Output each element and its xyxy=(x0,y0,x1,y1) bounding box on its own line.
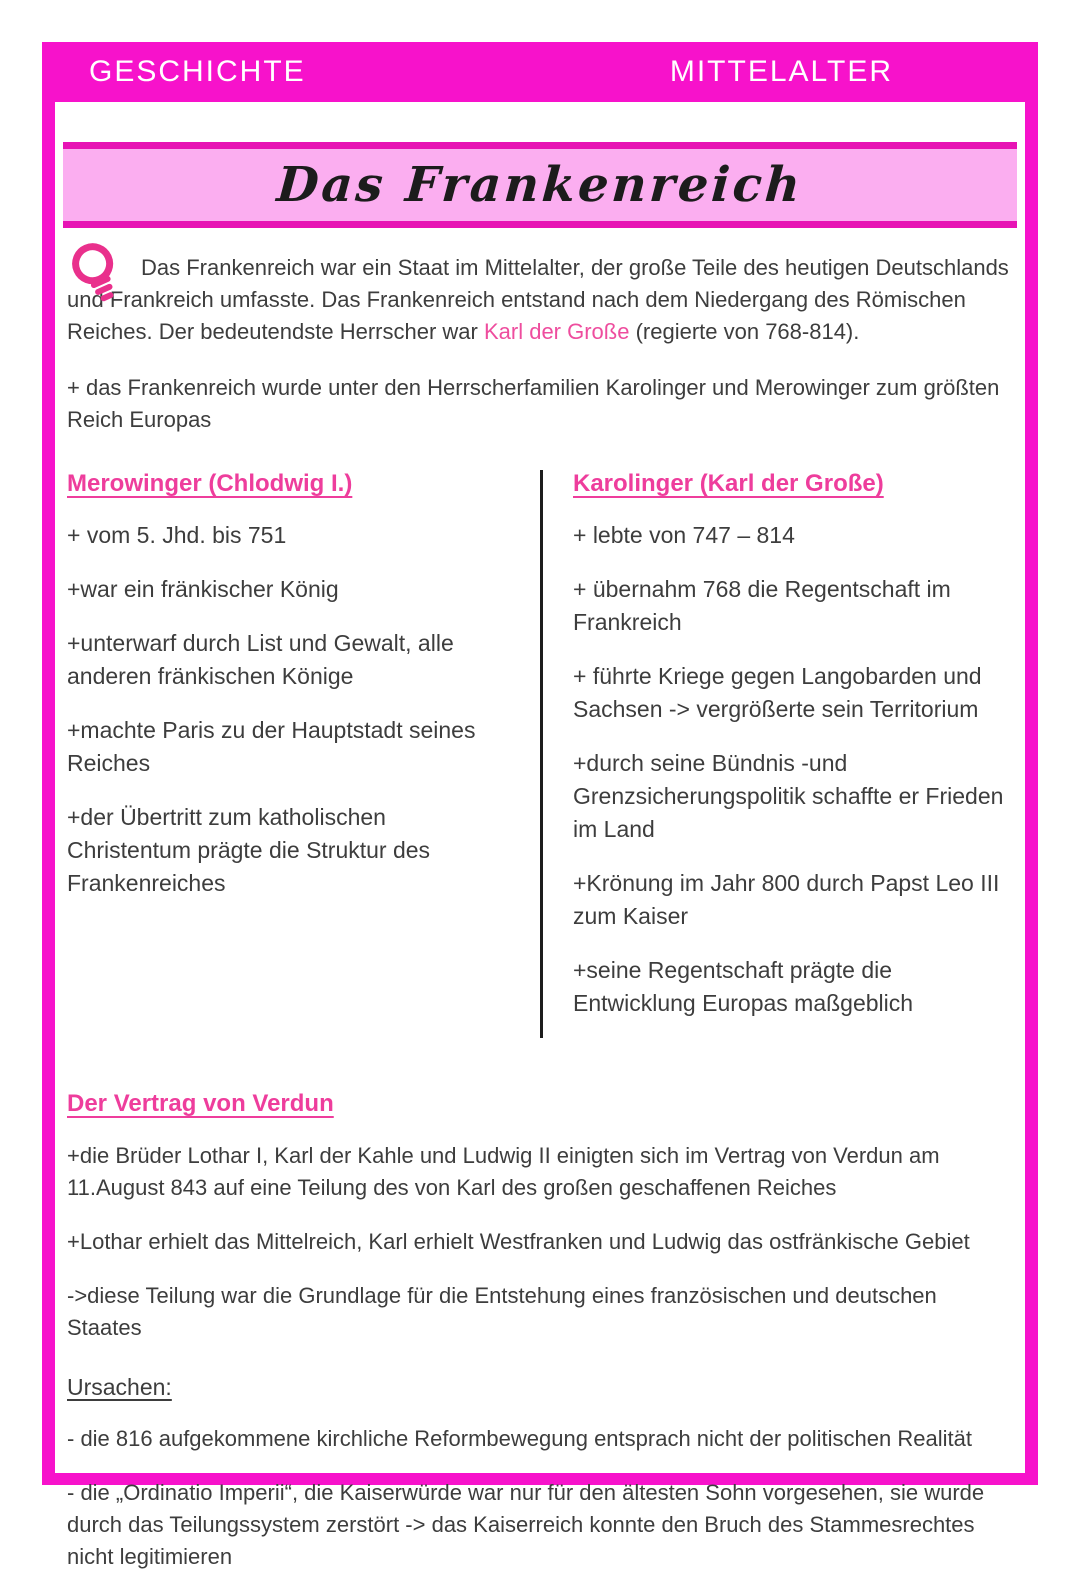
plus-note: + das Frankenreich wurde unter den Herrscherfamilien Karolinger und Merowinger zum größten Reich Europas xyxy=(67,375,1000,432)
list-item: +durch seine Bündnis -und Grenzsicherungspolitik schaffte er Frieden im Land xyxy=(573,750,1004,842)
header-band xyxy=(55,42,1025,102)
list-item: ->diese Teilung war die Grundlage für die Entstehung eines französischen und deutschen Staates xyxy=(67,1283,937,1340)
verdun-heading: Der Vertrag von Verdun xyxy=(67,1090,334,1117)
subject-label: GESCHICHTE xyxy=(89,55,306,88)
list-item: - die „Ordinatio Imperii“, die Kaiserwürde war nur für den ältesten Sohn vorgesehen, sie wurde durch das Teilungssystem zerstört -> das Kaiserreich konnte den Bruch des Stammesrechtes nicht legitimieren xyxy=(67,1480,985,1569)
column-karolinger xyxy=(543,470,1009,1038)
list-item: +Krönung im Jahr 800 durch Papst Leo III zum Kaiser xyxy=(573,870,1000,929)
lightbulb-icon xyxy=(67,238,127,314)
column-heading-merowinger: Merowinger (Chlodwig I.) xyxy=(67,470,353,497)
intro-text-after: (regierte von 768-814). xyxy=(629,319,860,344)
list-item: + übernahm 768 die Regentschaft im Frankreich xyxy=(573,576,951,635)
ursachen-heading: Ursachen: xyxy=(67,1374,172,1400)
list-item: +die Brüder Lothar I, Karl der Kahle und Ludwig II einigten sich im Vertrag von Verdun am 11.August 843 auf eine Teilung des von Karl des großen geschaffenen Reiches xyxy=(67,1143,940,1200)
list-item: +war ein fränkischer König xyxy=(67,576,339,602)
intro-paragraph xyxy=(67,252,1009,348)
list-item: +der Übertritt zum katholischen Christentum prägte die Struktur des Frankenreiches xyxy=(67,804,431,896)
column-merowinger xyxy=(67,470,540,1038)
list-item: +unterwarf durch List und Gewalt, alle anderen fränkischen Könige xyxy=(67,630,454,689)
list-item: - die 816 aufgekommene kirchliche Reformbewegung entsprach nicht der politischen Realität xyxy=(67,1426,972,1451)
list-item: +machte Paris zu der Hauptstadt seines Reiches xyxy=(67,717,476,776)
page-frame xyxy=(42,42,1038,1569)
list-item: + vom 5. Jhd. bis 751 xyxy=(67,522,287,548)
list-item: +seine Regentschaft prägte die Entwicklung Europas maßgeblich xyxy=(573,957,914,1016)
verdun-section xyxy=(67,1090,1009,1573)
page-content xyxy=(55,228,1025,1573)
intro-highlight: Karl der Große xyxy=(483,319,630,344)
list-item: +Lothar erhielt das Mittelreich, Karl erhielt Westfranken und Ludwig das ostfränkische Gebiet xyxy=(67,1229,970,1254)
title-banner xyxy=(63,142,1017,228)
topic-label: MITTELALTER xyxy=(669,55,893,88)
page-title: Das Frankenreich xyxy=(275,157,805,213)
column-heading-karolinger: Karolinger (Karl der Große) xyxy=(573,470,884,497)
list-item: + führte Kriege gegen Langobarden und Sachsen -> vergrößerte sein Territorium xyxy=(573,663,982,722)
intro-text-before: Das Frankenreich war ein Staat im Mittelalter, der große Teile des heutigen Deutschlands und Frankreich umfasste. Das Frankenreich entstand nach dem Niedergang des Römischen Reiches. Der bedeutendste Herrscher war xyxy=(67,255,1009,344)
dynasty-columns xyxy=(67,470,1009,1038)
list-item: + lebte von 747 – 814 xyxy=(573,522,795,548)
